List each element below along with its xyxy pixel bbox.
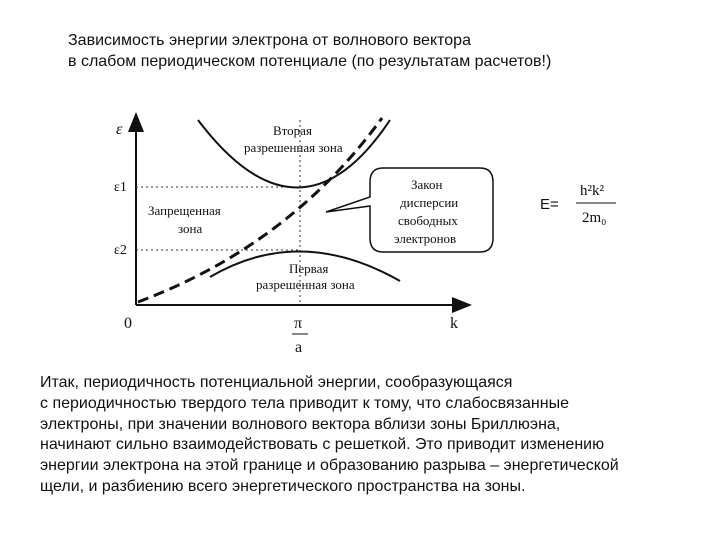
paragraph-line: энергии электрона на этой границе и образованию разрыва – энергетической <box>40 457 619 475</box>
paragraph-line: Итак, периодичность потенциальной энергии, сообразующаяся <box>40 374 513 391</box>
origin-label: 0 <box>124 315 132 332</box>
paragraph-line: щели, и разбиению всего энергетического пространства на зоны. <box>40 477 526 495</box>
gap-label-line2: зона <box>178 221 203 236</box>
first-band-label-line1: Первая <box>289 261 329 276</box>
paragraph-line: начинают сильно взаимодействовать с решеткой. Это приводит изменению <box>40 436 605 454</box>
x-axis-label: k <box>450 315 458 332</box>
formula-lhs: E= <box>540 196 559 213</box>
callout-line4: электронов <box>394 231 457 246</box>
gap-label-line1: Запрещенная <box>148 203 221 218</box>
callout-line1: Закон <box>411 177 443 192</box>
second-band-label-line2: разрешенная зона <box>244 140 343 155</box>
y-axis-label: ε <box>116 121 123 138</box>
level-label-e2: ε2 <box>114 243 127 258</box>
formula-numerator: h²k² <box>580 183 604 199</box>
second-band-label-line1: Вторая <box>273 123 312 138</box>
paragraph-line: с периодичностью твердого тела приводит к тому, что слабосвязанные <box>40 394 569 412</box>
first-band-label-line2: разрешенная зона <box>256 277 355 292</box>
level-label-e1: ε1 <box>114 180 127 195</box>
title-line-1: Зависимость энергии электрона от волнового вектора <box>68 32 471 49</box>
a-tick-label: a <box>295 339 303 356</box>
pi-tick-label: π <box>294 315 303 332</box>
paragraph-line: электроны, при значении волнового вектора вблизи зоны Бриллюэна, <box>40 415 561 433</box>
callout-line2: дисперсии <box>400 195 459 210</box>
explanation-paragraph <box>40 373 700 498</box>
title-line-2: в слабом периодическом потенциале (по результатам расчетов!) <box>68 53 552 70</box>
callout-line3: свободных <box>398 213 458 228</box>
formula-denominator: 2m₀ <box>582 210 607 226</box>
